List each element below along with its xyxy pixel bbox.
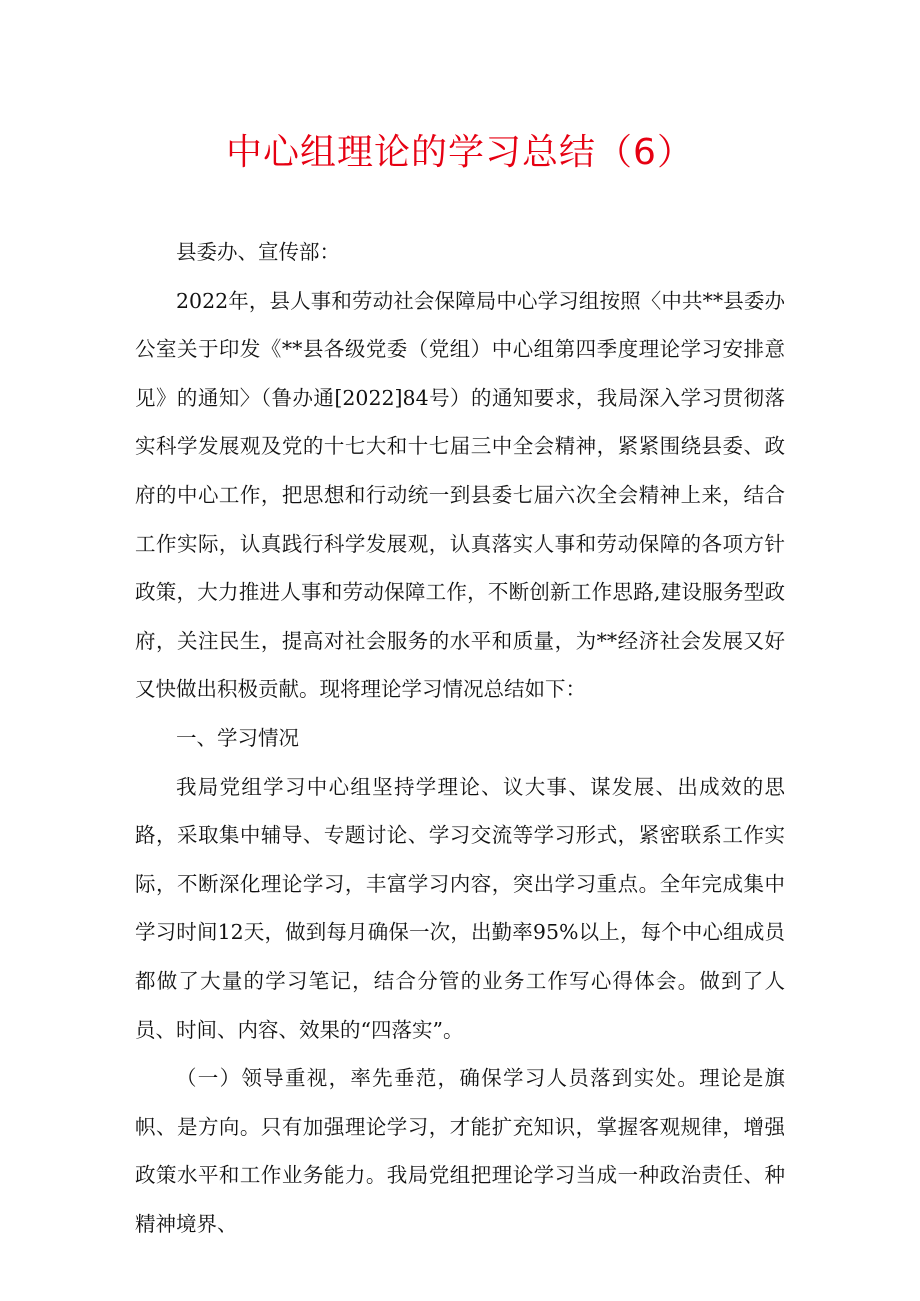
paragraph-intro: 2022年，县人事和劳动社会保障局中心学习组按照〈中共**县委办公室关于印发《**县各级党委（党组）中心组第四季度理论学习安排意见》的通知〉（鲁办通[2022]84号）的通知要求，我局深入学习贯彻落实科学发展观及党的十七大和十七届三中全会精神，紧紧围绕县委、政府的中心工作，把思想和行动统一到县委七届六次全会精神上来，结合工作实际，认真践行科学发展观，认真落实人事和劳动保障的各项方针政策，大力推进人事和劳动保障工作，不断创新工作思路,建设服务型政府，关注民生，提高对社会服务的水平和质量，为**经济社会发展又好又快做出积极贡献。现将理论学习情况总结如下： (135, 288, 785, 702)
document-body (135, 228, 785, 1248)
salutation: 县委办、宣传部： (176, 240, 340, 264)
paragraph-leadership: （一）领导重视，率先垂范，确保学习人员落到实处。理论是旗帜、是方向。只有加强理论学习，才能扩充知识，掌握客观规律，增强政策水平和工作业务能力。我局党组把理论学习当成一种政治责任、种精神境界、 (135, 1066, 785, 1236)
paragraph-study-overview: 我局党组学习中心组坚持学理论、议大事、谋发展、出成效的思路，采取集中辅导、专题讨论、学习交流等学习形式，紧密联系工作实际，不断深化理论学习，丰富学习内容，突出学习重点。全年完成集中学习时间12天，做到每月确保一次，出勤率95%以上，每个中心组成员都做了大量的学习笔记，结合分管的业务工作写心得体会。做到了人员、时间、内容、效果的“四落实”。 (135, 774, 785, 1042)
section-heading: 一、学习情况 (176, 725, 299, 750)
document-title: 中心组理论的学习总结（6） (226, 132, 694, 173)
